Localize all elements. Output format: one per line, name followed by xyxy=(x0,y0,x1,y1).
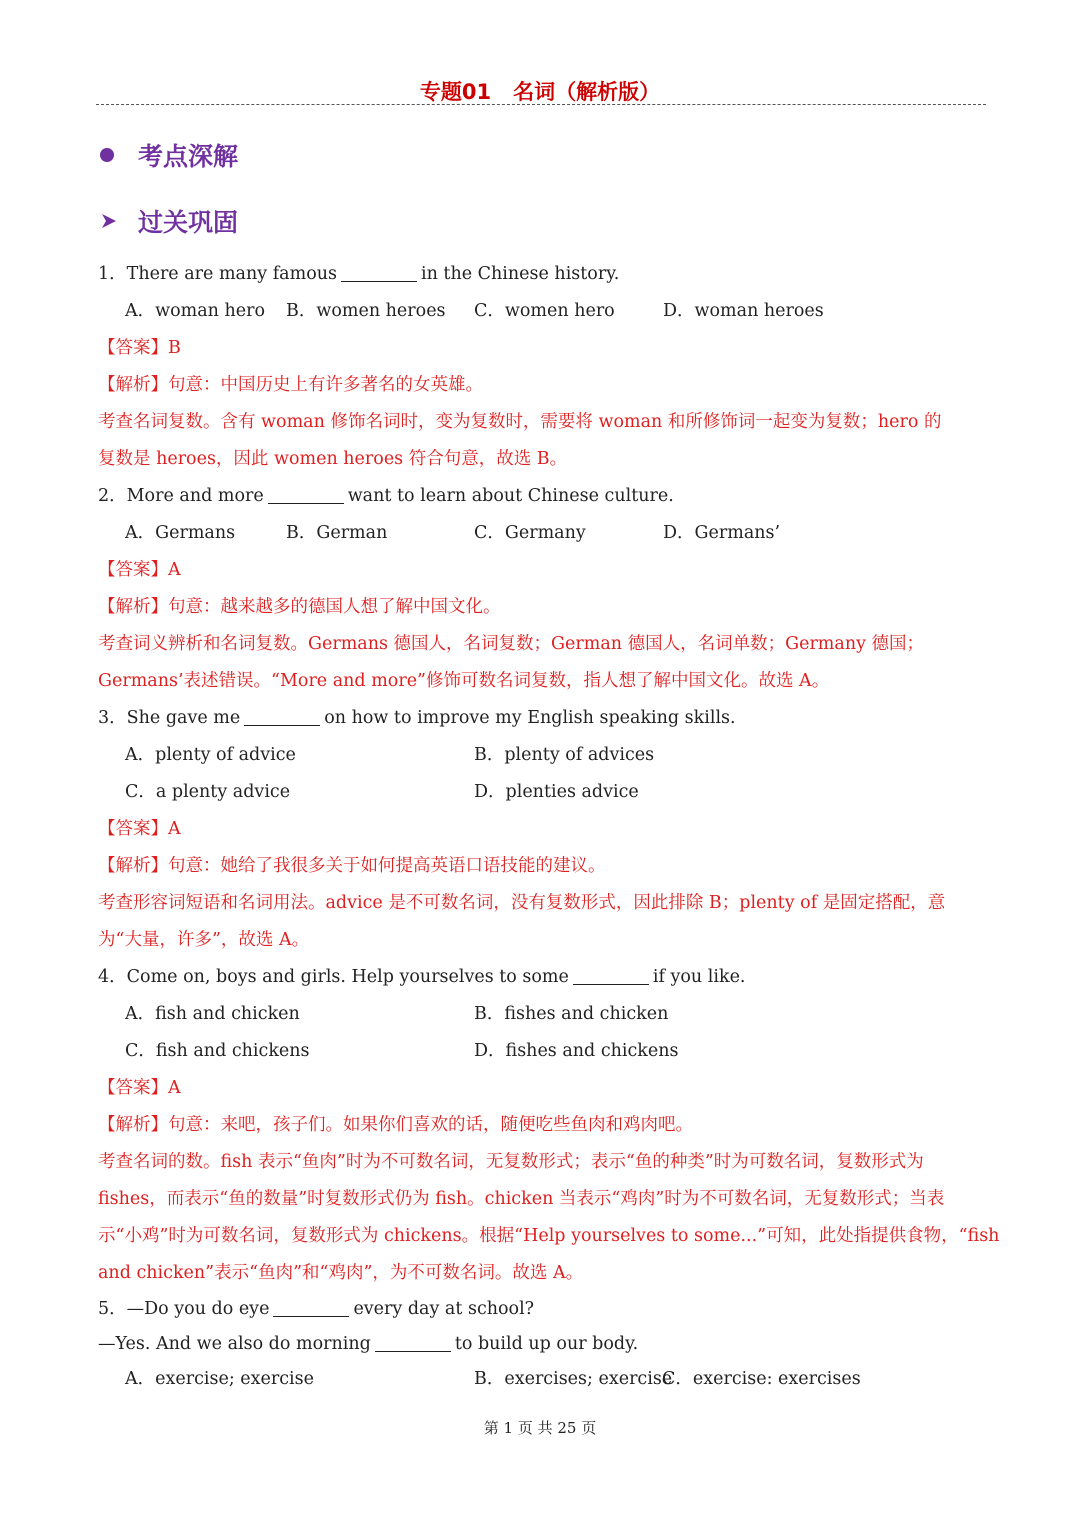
question-5-stem-line2: —Yes. And we also do morning to build up our body. xyxy=(98,1334,639,1354)
answer-blank xyxy=(268,486,344,505)
bullet-dot-icon xyxy=(100,148,114,162)
page-title xyxy=(0,76,1080,106)
answer-line: 【答案】A xyxy=(98,819,181,839)
page-title-part1: 专题01 xyxy=(419,80,492,104)
option-b: B．women heroes xyxy=(286,301,446,321)
option-a: A．fish and chicken xyxy=(125,1004,300,1024)
option-c: C．Germany xyxy=(474,523,586,543)
answer-blank xyxy=(273,1299,349,1318)
option-b: B．fishes and chicken xyxy=(474,1004,669,1024)
question-3-options-row2 xyxy=(98,774,988,811)
option-d: D．Germans’ xyxy=(663,523,781,543)
question-3-stem: 3．She gave me on how to improve my English speaking skills. xyxy=(98,708,736,728)
option-b: B．German xyxy=(286,523,388,543)
question-1-stem: 1．There are many famous in the Chinese history. xyxy=(98,264,620,284)
analysis-line: 【解析】句意：她给了我很多关于如何提高英语口语技能的建议。 xyxy=(98,856,606,876)
option-d: D．plenties advice xyxy=(474,782,639,802)
question-1-options xyxy=(98,293,988,330)
section-heading-1-text: 考点深解 xyxy=(138,142,239,171)
option-c: C．women hero xyxy=(474,301,615,321)
explanation-line: fishes，而表示“鱼的数量”时复数形式仍为 fish。chicken 当表示“鸡肉”时为不可数名词，无复数形式；当表 xyxy=(98,1189,945,1209)
option-d: D．woman heroes xyxy=(663,301,824,321)
question-5-stem-line1: 5．—Do you do eye every day at school? xyxy=(98,1299,535,1319)
question-2-options xyxy=(98,515,988,552)
option-b: B．exercises; exercise xyxy=(474,1369,673,1389)
explanation-line: 考查名词的数。fish 表示“鱼肉”时为不可数名词，无复数形式；表示“鱼的种类”时为可数名词，复数形式为 xyxy=(98,1152,924,1172)
option-c: C．a plenty advice xyxy=(125,782,291,802)
question-4-options-row2 xyxy=(98,1033,988,1070)
explanation-line: 考查形容词短语和名词用法。advice 是不可数名词，没有复数形式，因此排除 B；plenty of 是固定搭配，意 xyxy=(98,893,946,913)
analysis-line: 【解析】句意：越来越多的德国人想了解中国文化。 xyxy=(98,597,501,617)
question-3-options-row1 xyxy=(98,737,988,774)
question-4-stem: 4．Come on, boys and girls. Help yourselves to some if you like. xyxy=(98,967,746,987)
question-4-options-row1 xyxy=(98,996,988,1033)
answer-blank xyxy=(375,1334,451,1353)
arrow-bullet-icon xyxy=(100,212,118,230)
page-footer: 第 1 页 共 25 页 xyxy=(483,1419,597,1437)
option-c: C．exercise: exercises xyxy=(662,1369,861,1389)
explanation-line: 考查名词复数。含有 woman 修饰名词时，变为复数时，需要将 woman 和所修饰词一起变为复数；hero 的 xyxy=(98,412,942,432)
answer-line: 【答案】B xyxy=(98,338,181,358)
question-5-options xyxy=(98,1362,988,1397)
answer-blank xyxy=(341,264,417,283)
option-b: B．plenty of advices xyxy=(474,745,655,765)
section-heading-2-text: 过关巩固 xyxy=(138,208,239,237)
section-heading-2 xyxy=(98,203,238,239)
explanation-line: 考查词义辨析和名词复数。Germans 德国人，名词复数；German 德国人，名词单数；Germany 德国； xyxy=(98,634,925,654)
page-title-part2: 名词（解析版） xyxy=(513,80,661,104)
explanation-line: Germans’表述错误。“More and more”修饰可数名词复数，指人想了解中国文化。故选 A。 xyxy=(98,671,830,691)
option-a: A．exercise; exercise xyxy=(125,1369,314,1389)
question-2-stem: 2．More and more want to learn about Chinese culture. xyxy=(98,486,674,506)
option-a: A．plenty of advice xyxy=(125,745,296,765)
answer-line: 【答案】A xyxy=(98,1078,181,1098)
section-heading-1 xyxy=(98,137,238,173)
option-d: D．fishes and chickens xyxy=(474,1041,679,1061)
answer-blank xyxy=(244,708,320,727)
answer-line: 【答案】A xyxy=(98,560,181,580)
option-a: A．woman hero xyxy=(125,301,266,321)
option-a: A．Germans xyxy=(125,523,236,543)
explanation-line: 复数是 heroes，因此 women heroes 符合句意，故选 B。 xyxy=(98,449,568,469)
option-c: C．fish and chickens xyxy=(125,1041,310,1061)
analysis-line: 【解析】句意：中国历史上有许多著名的女英雄。 xyxy=(98,375,483,395)
explanation-line: 示“小鸡”时为可数名词，复数形式为 chickens。根据“Help yourselves to some...”可知，此处指提供食物，“fish xyxy=(98,1226,1000,1246)
analysis-line: 【解析】句意：来吧，孩子们。如果你们喜欢的话，随便吃些鱼肉和鸡肉吧。 xyxy=(98,1115,693,1135)
question-list xyxy=(98,256,1000,1397)
explanation-line: and chicken”表示“鱼肉”和“鸡肉”，为不可数名词。故选 A。 xyxy=(98,1263,584,1283)
explanation-line: 为“大量，许多”，故选 A。 xyxy=(98,930,310,950)
answer-blank xyxy=(573,967,649,986)
header-divider xyxy=(96,104,986,105)
